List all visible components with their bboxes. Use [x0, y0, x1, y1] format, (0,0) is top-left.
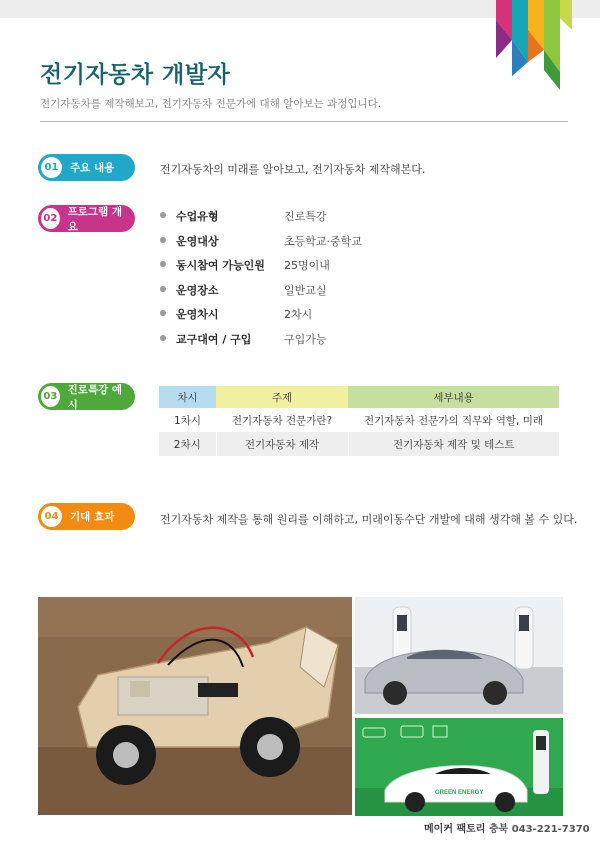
section-number: 02	[41, 208, 60, 229]
page-subtitle: 전기자동차를 제작해보고, 전기자동차 전문가에 대해 알아보는 과정입니다.	[40, 98, 382, 110]
footer-brand: 메이커 팩토리	[424, 824, 486, 835]
column-header: 주제	[216, 386, 348, 408]
green-energy-photo	[355, 718, 563, 816]
table-cell: 전기자동차 제작	[216, 432, 348, 456]
overview-label: 교구대여 / 구입	[176, 332, 252, 346]
expected-effect-text: 전기자동차 제작을 통해 원리를 이해하고, 미래이동수단 개발에 대해 생각해 볼 수 있다.	[160, 513, 578, 526]
table-row	[159, 408, 559, 432]
overview-list	[160, 208, 460, 355]
bullet-icon	[160, 335, 166, 341]
page-title: 전기자동차 개발자	[40, 62, 231, 88]
footer-region: 충북	[488, 824, 509, 835]
section-badge-program-overview	[38, 205, 135, 232]
bullet-icon	[160, 310, 166, 316]
table-cell: 2차시	[159, 432, 216, 456]
overview-value: 초등학교·중학교	[284, 234, 362, 248]
overview-label: 동시참여 가능인원	[176, 259, 265, 272]
overview-item	[160, 331, 460, 356]
overview-label: 운영차시	[176, 308, 219, 321]
section-number: 04	[41, 506, 62, 527]
table-cell: 전기자동차 제작 및 테스트	[348, 432, 559, 456]
overview-label: 운영대상	[176, 234, 219, 248]
overview-item	[160, 233, 460, 258]
overview-label: 운영장소	[176, 283, 219, 297]
section-label: 프로그램 개요	[67, 205, 123, 233]
section-number: 03	[41, 386, 60, 407]
footer-contact	[424, 820, 590, 835]
section-badge-expected-effect	[38, 503, 135, 530]
corner-decoration	[496, 0, 572, 90]
bullet-icon	[160, 261, 166, 267]
main-content-text: 전기자동차의 미래를 알아보고, 전기자동차 제작해본다.	[160, 163, 426, 176]
overview-label: 수업유형	[176, 210, 219, 223]
column-header: 세부내용	[348, 386, 559, 408]
section-number: 01	[41, 157, 62, 178]
overview-item	[160, 208, 460, 233]
table-cell: 전기자동차 전문가란?	[216, 408, 348, 432]
overview-item	[160, 306, 460, 331]
overview-value: 25명이내	[284, 259, 330, 272]
overview-value: 구입가능	[284, 332, 327, 346]
section-label: 주요 내용	[70, 162, 115, 174]
section-label: 기대 효과	[70, 511, 115, 523]
schedule-table	[159, 386, 559, 456]
diy-car-photo	[38, 597, 352, 815]
table-header-row	[159, 386, 559, 408]
bullet-icon	[160, 212, 166, 218]
overview-item	[160, 257, 460, 282]
title-divider	[40, 121, 568, 122]
overview-value: 진로특강	[284, 210, 327, 223]
bullet-icon	[160, 237, 166, 243]
section-badge-lecture-example	[38, 383, 135, 410]
section-label: 진로특강 예시	[67, 383, 123, 411]
section-badge-main-content	[38, 154, 135, 181]
overview-value: 일반교실	[284, 283, 327, 297]
overview-item	[160, 282, 460, 307]
car-banner-text: GREEN ENERGY	[435, 790, 484, 796]
table-cell: 1차시	[159, 408, 216, 432]
footer-phone: 043-221-7370	[511, 824, 590, 835]
bullet-icon	[160, 286, 166, 292]
table-cell: 전기자동차 전문가의 직무와 역할, 미래	[348, 408, 559, 432]
ev-charging-photo	[355, 597, 563, 714]
overview-value: 2차시	[284, 308, 313, 321]
column-header: 차시	[159, 386, 216, 408]
table-row	[159, 432, 559, 456]
